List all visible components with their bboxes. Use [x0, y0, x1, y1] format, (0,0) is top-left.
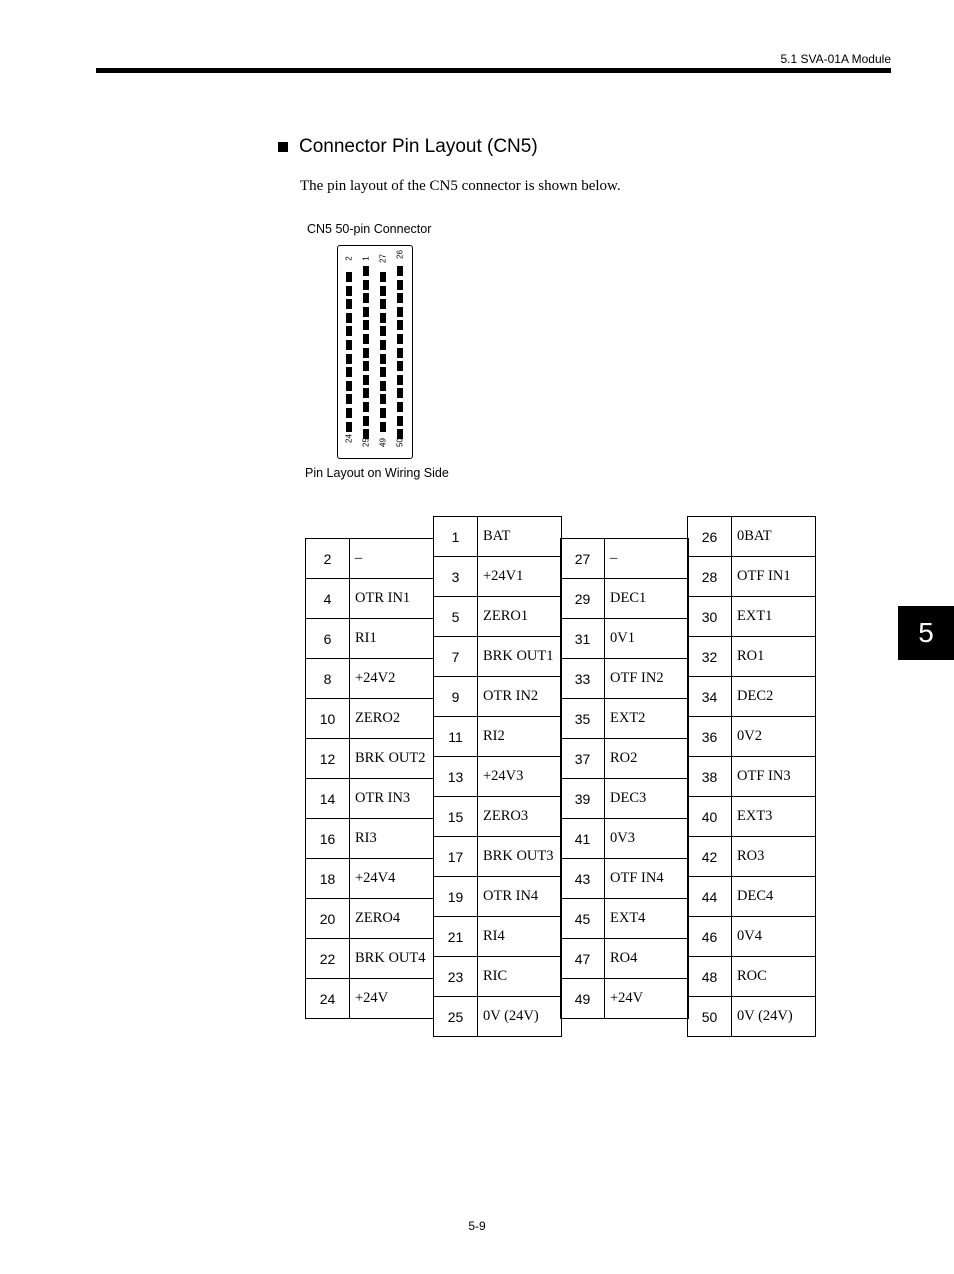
connector-pin — [363, 334, 369, 344]
connector-pin — [380, 340, 386, 350]
connector-pin — [380, 354, 386, 364]
pin-number: 18 — [306, 859, 350, 899]
page-number: 5-9 — [468, 1219, 486, 1233]
connector-bottom-label: 49 — [378, 438, 388, 447]
connector-pin — [363, 320, 369, 330]
signal-name: 0V3 — [605, 819, 689, 859]
signal-name: OTR IN2 — [478, 677, 562, 717]
pin-number: 1 — [434, 517, 478, 557]
connector-pin — [380, 381, 386, 391]
signal-name: 0V (24V) — [732, 997, 816, 1037]
connector-diagram — [337, 245, 413, 459]
signal-name: ROC — [732, 957, 816, 997]
connector-pin — [397, 416, 403, 426]
table-row — [561, 979, 689, 1019]
table-row — [688, 517, 816, 557]
signal-name: ZERO3 — [478, 797, 562, 837]
pin-number: 50 — [688, 997, 732, 1037]
table-row — [434, 997, 562, 1037]
connector-pin — [346, 272, 352, 282]
signal-name: RI4 — [478, 917, 562, 957]
table-row — [434, 637, 562, 677]
diagram-caption: Pin Layout on Wiring Side — [305, 466, 449, 480]
signal-name: +24V3 — [478, 757, 562, 797]
table-row — [306, 539, 434, 579]
connector-bottom-label: 25 — [361, 438, 371, 447]
connector-pin — [380, 408, 386, 418]
connector-pin — [397, 348, 403, 358]
signal-name: RIC — [478, 957, 562, 997]
table-row — [434, 597, 562, 637]
table-row — [306, 859, 434, 899]
header-rule — [96, 68, 891, 73]
connector-bottom-label: 50 — [395, 438, 405, 447]
connector-pin — [397, 334, 403, 344]
signal-name: 0V1 — [605, 619, 689, 659]
connector-pin — [380, 272, 386, 282]
signal-name: EXT1 — [732, 597, 816, 637]
connector-pin — [380, 422, 386, 432]
connector-pin — [363, 266, 369, 276]
connector-pin — [380, 313, 386, 323]
table-row — [434, 517, 562, 557]
connector-pin — [346, 367, 352, 377]
table-row — [688, 557, 816, 597]
table-row — [688, 917, 816, 957]
square-bullet-icon — [278, 142, 288, 152]
pin-number: 17 — [434, 837, 478, 877]
connector-top-label: 1 — [361, 256, 371, 261]
table-row — [434, 677, 562, 717]
signal-name: RO4 — [605, 939, 689, 979]
connector-pin — [397, 293, 403, 303]
signal-name: OTR IN3 — [350, 779, 434, 819]
pin-number: 34 — [688, 677, 732, 717]
signal-name: OTR IN1 — [350, 579, 434, 619]
connector-pin — [363, 348, 369, 358]
pin-number: 23 — [434, 957, 478, 997]
signal-name: RO2 — [605, 739, 689, 779]
signal-name: +24V1 — [478, 557, 562, 597]
connector-pin — [346, 286, 352, 296]
pin-number: 25 — [434, 997, 478, 1037]
pin-number: 7 — [434, 637, 478, 677]
connector-pin — [346, 408, 352, 418]
signal-name: – — [350, 539, 434, 579]
table-row — [561, 579, 689, 619]
connector-pin — [346, 354, 352, 364]
connector-pin — [397, 375, 403, 385]
connector-pin — [397, 320, 403, 330]
table-row — [306, 939, 434, 979]
table-row — [434, 957, 562, 997]
connector-pin — [346, 394, 352, 404]
connector-pin — [346, 381, 352, 391]
table-row — [688, 717, 816, 757]
connector-top-label: 27 — [378, 254, 388, 263]
pin-number: 2 — [306, 539, 350, 579]
table-row — [306, 979, 434, 1019]
connector-pin — [397, 266, 403, 276]
connector-pin — [397, 307, 403, 317]
table-row — [561, 739, 689, 779]
pin-number: 35 — [561, 699, 605, 739]
pin-number: 26 — [688, 517, 732, 557]
connector-pin — [363, 388, 369, 398]
table-row — [688, 997, 816, 1037]
signal-name: BRK OUT2 — [350, 739, 434, 779]
running-header: 5.1 SVA-01A Module — [780, 52, 891, 66]
signal-name: +24V — [605, 979, 689, 1019]
pin-number: 28 — [688, 557, 732, 597]
table-row — [434, 557, 562, 597]
signal-name: BRK OUT3 — [478, 837, 562, 877]
pin-number: 47 — [561, 939, 605, 979]
signal-name: RI1 — [350, 619, 434, 659]
connector-pin — [363, 293, 369, 303]
connector-pin — [363, 280, 369, 290]
connector-pin — [397, 388, 403, 398]
pin-number: 38 — [688, 757, 732, 797]
pin-number: 19 — [434, 877, 478, 917]
signal-name: – — [605, 539, 689, 579]
table-row — [434, 837, 562, 877]
table-row — [306, 579, 434, 619]
connector-pin — [380, 299, 386, 309]
table-row — [688, 837, 816, 877]
pin-number: 20 — [306, 899, 350, 939]
table-row — [688, 957, 816, 997]
connector-pin — [380, 286, 386, 296]
pin-number: 4 — [306, 579, 350, 619]
signal-name: DEC2 — [732, 677, 816, 717]
signal-name: BAT — [478, 517, 562, 557]
pin-number: 21 — [434, 917, 478, 957]
connector-pin — [363, 402, 369, 412]
signal-name: DEC4 — [732, 877, 816, 917]
table-row — [434, 797, 562, 837]
connector-pin — [397, 361, 403, 371]
pin-number: 11 — [434, 717, 478, 757]
connector-bottom-label: 24 — [344, 434, 354, 443]
pin-number: 14 — [306, 779, 350, 819]
connector-pin — [346, 326, 352, 336]
connector-pin — [380, 394, 386, 404]
pin-number: 48 — [688, 957, 732, 997]
table-row — [561, 939, 689, 979]
signal-name: ZERO2 — [350, 699, 434, 739]
pin-number: 39 — [561, 779, 605, 819]
signal-name: +24V — [350, 979, 434, 1019]
signal-name: RI3 — [350, 819, 434, 859]
pin-number: 22 — [306, 939, 350, 979]
table-row — [434, 877, 562, 917]
signal-name: BRK OUT1 — [478, 637, 562, 677]
intro-text: The pin layout of the CN5 connector is shown below. — [300, 178, 621, 194]
pin-table-4 — [687, 516, 816, 1037]
table-row — [688, 757, 816, 797]
connector-top-label: 26 — [395, 250, 405, 259]
table-row — [561, 659, 689, 699]
pin-number: 27 — [561, 539, 605, 579]
signal-name: 0V (24V) — [478, 997, 562, 1037]
signal-name: 0V4 — [732, 917, 816, 957]
pin-number: 6 — [306, 619, 350, 659]
pin-number: 15 — [434, 797, 478, 837]
table-row — [561, 539, 689, 579]
signal-name: 0V2 — [732, 717, 816, 757]
signal-name: OTF IN3 — [732, 757, 816, 797]
signal-name: DEC3 — [605, 779, 689, 819]
pin-number: 41 — [561, 819, 605, 859]
connector-pin — [363, 361, 369, 371]
signal-name: EXT3 — [732, 797, 816, 837]
connector-pin — [346, 340, 352, 350]
signal-name: OTF IN1 — [732, 557, 816, 597]
table-row — [306, 699, 434, 739]
table-row — [306, 619, 434, 659]
table-row — [306, 659, 434, 699]
table-row — [561, 819, 689, 859]
table-row — [306, 899, 434, 939]
connector-pin — [363, 375, 369, 385]
pin-number: 42 — [688, 837, 732, 877]
connector-pin — [397, 280, 403, 290]
connector-top-label: 2 — [344, 256, 354, 261]
pin-number: 8 — [306, 659, 350, 699]
signal-name: EXT4 — [605, 899, 689, 939]
pin-number: 43 — [561, 859, 605, 899]
signal-name: EXT2 — [605, 699, 689, 739]
pin-table-3 — [560, 538, 689, 1019]
connector-pin — [363, 416, 369, 426]
pin-table-2 — [433, 516, 562, 1037]
pin-number: 24 — [306, 979, 350, 1019]
table-row — [561, 859, 689, 899]
signal-name: ZERO4 — [350, 899, 434, 939]
connector-pin — [346, 299, 352, 309]
table-row — [688, 597, 816, 637]
signal-name: +24V4 — [350, 859, 434, 899]
pin-number: 36 — [688, 717, 732, 757]
table-row — [434, 757, 562, 797]
pin-number: 29 — [561, 579, 605, 619]
pin-number: 31 — [561, 619, 605, 659]
signal-name: RO3 — [732, 837, 816, 877]
table-row — [434, 917, 562, 957]
table-row — [688, 877, 816, 917]
table-row — [561, 619, 689, 659]
connector-pin — [346, 313, 352, 323]
table-row — [306, 739, 434, 779]
pin-number: 33 — [561, 659, 605, 699]
pin-number: 46 — [688, 917, 732, 957]
signal-name: ZERO1 — [478, 597, 562, 637]
pin-number: 49 — [561, 979, 605, 1019]
signal-name: BRK OUT4 — [350, 939, 434, 979]
connector-pin — [380, 367, 386, 377]
signal-name: OTF IN4 — [605, 859, 689, 899]
pin-number: 40 — [688, 797, 732, 837]
connector-pin — [363, 307, 369, 317]
diagram-title: CN5 50-pin Connector — [307, 222, 432, 236]
pin-number: 45 — [561, 899, 605, 939]
pin-number: 9 — [434, 677, 478, 717]
section-heading-text: Connector Pin Layout (CN5) — [299, 136, 538, 157]
chapter-tab: 5 — [898, 606, 954, 660]
connector-pin — [380, 326, 386, 336]
table-row — [434, 717, 562, 757]
pin-number: 10 — [306, 699, 350, 739]
pin-number: 32 — [688, 637, 732, 677]
signal-name: +24V2 — [350, 659, 434, 699]
table-row — [306, 779, 434, 819]
table-row — [561, 779, 689, 819]
section-heading — [278, 136, 538, 158]
pin-number: 16 — [306, 819, 350, 859]
table-row — [688, 677, 816, 717]
table-row — [306, 819, 434, 859]
pin-number: 12 — [306, 739, 350, 779]
signal-name: RI2 — [478, 717, 562, 757]
signal-name: OTR IN4 — [478, 877, 562, 917]
table-row — [561, 899, 689, 939]
signal-name: DEC1 — [605, 579, 689, 619]
signal-name: RO1 — [732, 637, 816, 677]
table-row — [561, 699, 689, 739]
table-row — [688, 637, 816, 677]
pin-number: 44 — [688, 877, 732, 917]
pin-number: 30 — [688, 597, 732, 637]
pin-number: 3 — [434, 557, 478, 597]
pin-table-1 — [305, 538, 434, 1019]
connector-pin — [397, 402, 403, 412]
pin-number: 13 — [434, 757, 478, 797]
table-row — [688, 797, 816, 837]
pin-number: 5 — [434, 597, 478, 637]
signal-name: 0BAT — [732, 517, 816, 557]
pin-number: 37 — [561, 739, 605, 779]
signal-name: OTF IN2 — [605, 659, 689, 699]
